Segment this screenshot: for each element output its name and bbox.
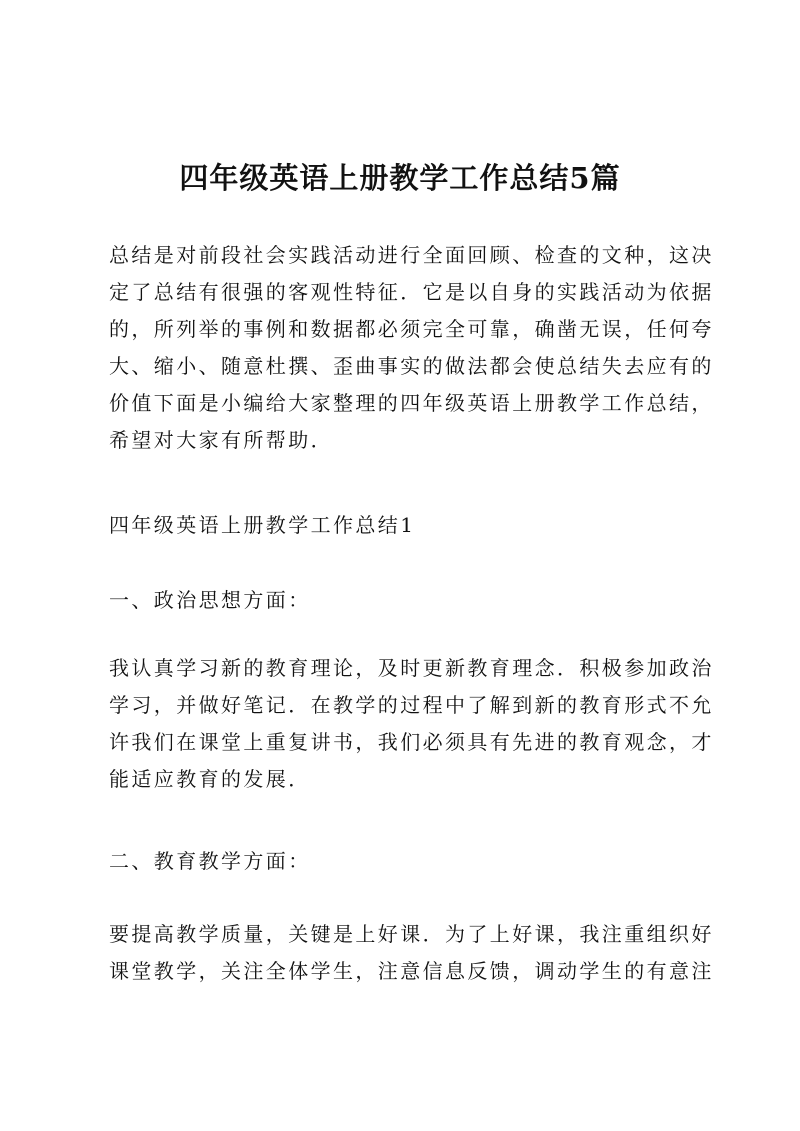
document-title: 四年级英语上册教学工作总结5篇 — [179, 161, 621, 195]
paragraph-line: 许我们在课堂上重复讲书，我们必须具有先进的教育观念，才 — [109, 730, 714, 754]
intro-paragraph — [109, 237, 714, 459]
paragraph-line: 学习，并做好笔记．在教学的过程中了解到新的教育形式不允 — [109, 693, 714, 717]
heading-political-thought: 一、政治思想方面： — [109, 588, 311, 612]
section-title: 四年级英语上册教学工作总结1 — [109, 513, 416, 537]
intro-line: 定了总结有很强的客观性特征．它是以自身的实践活动为依据 — [109, 280, 714, 304]
paragraph-line: 课堂教学，关注全体学生，注意信息反馈，调动学生的有意注 — [109, 959, 714, 983]
teaching-paragraph — [109, 916, 714, 990]
intro-line: 价值下面是小编给大家整理的四年级英语上册教学工作总结， — [109, 391, 714, 415]
paragraph-line: 要提高教学质量，关键是上好课．为了上好课，我注重组织好 — [109, 922, 714, 946]
intro-line: 希望对大家有所帮助． — [109, 428, 333, 452]
intro-line: 总结是对前段社会实践活动进行全面回顾、检查的文种，这决 — [109, 243, 714, 267]
intro-line: 大、缩小、随意杜撰、歪曲事实的做法都会使总结失去应有的 — [109, 354, 714, 378]
heading-teaching: 二、教育教学方面： — [109, 849, 311, 873]
intro-line: 的，所列举的事例和数据都必须完全可靠，确凿无误，任何夸 — [109, 317, 714, 341]
paragraph-line: 我认真学习新的教育理论，及时更新教育理念．积极参加政治 — [109, 656, 714, 680]
political-paragraph — [109, 650, 714, 798]
paragraph-line: 能适应教育的发展． — [109, 767, 311, 791]
